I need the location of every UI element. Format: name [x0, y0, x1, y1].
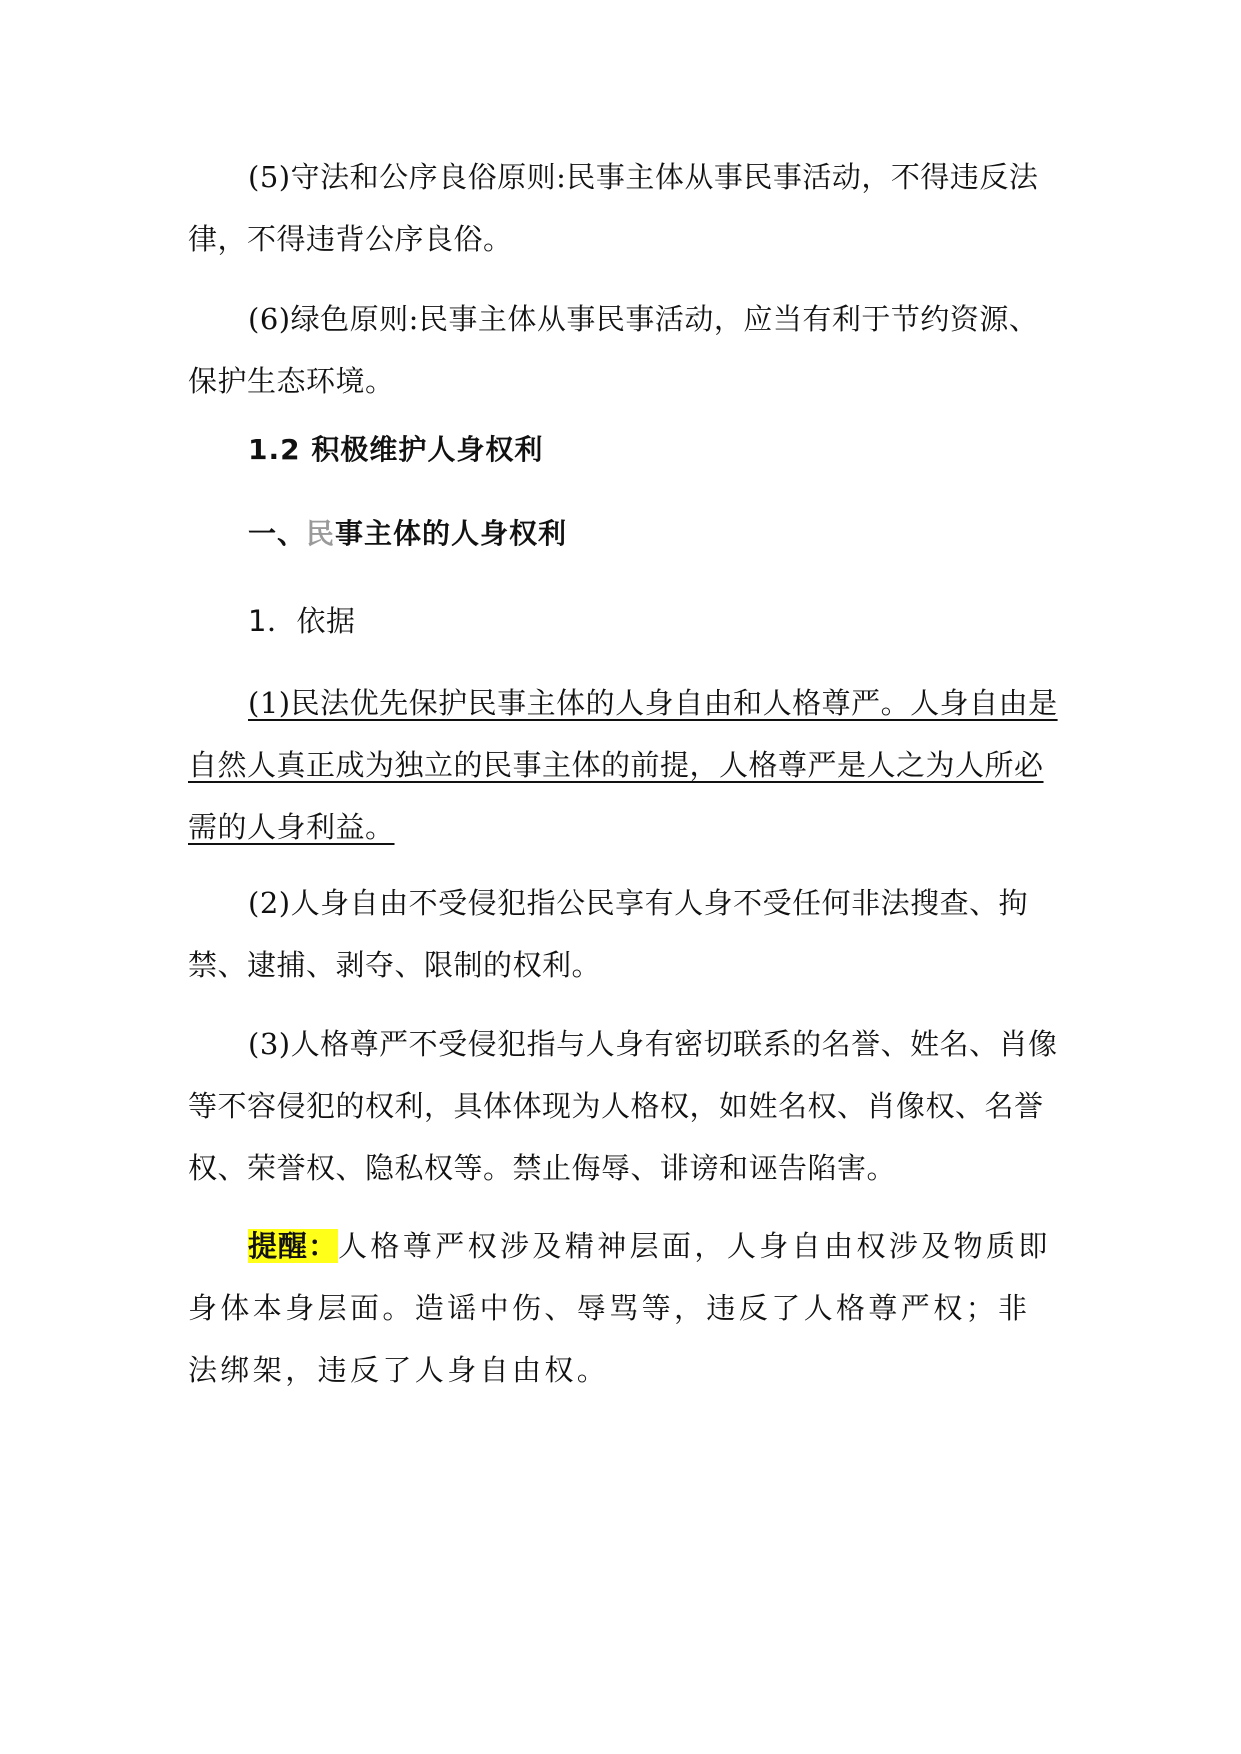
section-heading: 1.2 积极维护人身权利: [248, 433, 544, 466]
point-1-underlined: (1)民法优先保护民事主体的人身自由和人格尊严。人身自由是自然人真正成为独立的民事主体的前提，人格尊严是人之为人所必需的人身利益。: [188, 686, 1058, 844]
paragraph-principle-5: (5)守法和公序良俗原则:民事主体从事民事活动，不得违反法律，不得违背公序良俗。: [188, 160, 1039, 256]
reminder-text: 人格尊严权涉及精神层面，人身自由权涉及物质即身体本身层面。造谣中伤、辱骂等，违反了人格尊严权；非法绑架，违反了人身自由权。: [188, 1229, 1051, 1387]
item-heading: 1．依据: [248, 604, 356, 638]
point-2: (2)人身自由不受侵犯指公民享有人身不受任何非法搜查、拘禁、逮捕、剥夺、限制的权利。: [188, 886, 1029, 982]
point-3: (3)人格尊严不受侵犯指与人身有密切联系的名誉、姓名、肖像等不容侵犯的权利，具体体现为人格权，如姓名权、肖像权、名誉权、荣誉权、隐私权等。禁止侮辱、诽谤和诬告陷害。: [188, 1027, 1058, 1185]
reminder-label: 提醒：: [248, 1229, 339, 1263]
subsection-heading-prefix: 一、: [248, 517, 307, 550]
paragraph-principle-6: (6)绿色原则:民事主体从事民事活动，应当有利于节约资源、保护生态环境。: [188, 302, 1039, 398]
reminder-paragraph: [188, 1215, 1058, 1401]
subsection-heading: [248, 514, 567, 554]
subsection-heading-text: 事主体的人身权利: [335, 517, 568, 550]
subsection-heading-faded-char: 民: [306, 517, 336, 550]
